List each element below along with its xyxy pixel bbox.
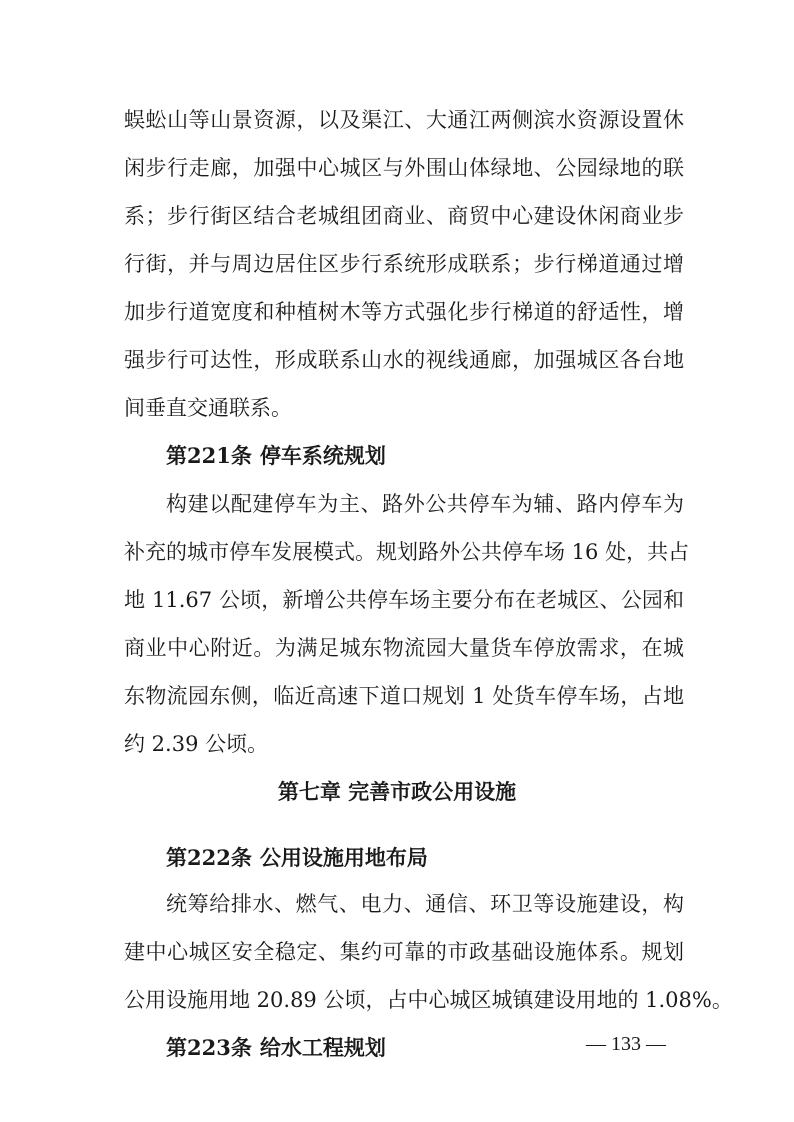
chapter-7-title: 完善市政公用设施: [348, 780, 517, 804]
article-221-title: 停车系统规划: [259, 443, 386, 468]
article-223-number: 第223条: [166, 1035, 252, 1060]
chapter-7-heading: [0, 780, 794, 804]
para1-line-2: 闲步行走廊，加强中心城区与外围山体绿地、公园绿地的联: [124, 156, 684, 180]
para1-line-6: 强步行可达性，形成联系山水的视线通廊，加强城区各台地: [124, 348, 684, 372]
para1-line-7: 间垂直交通联系。: [124, 396, 292, 420]
article-221-line-4: 商业中心附近。为满足城东物流园大量货车停放需求，在城: [124, 636, 684, 660]
para1-line-4: 行街，并与周边居住区步行系统形成联系；步行梯道通过增: [124, 252, 684, 276]
article-223-title: 给水工程规划: [259, 1035, 386, 1060]
article-221-line-1: 构建以配建停车为主、路外公共停车为辅、路内停车为: [166, 492, 684, 516]
page-number: — 133 —: [586, 1033, 666, 1055]
article-223-heading: [166, 1036, 386, 1060]
article-222-line-2: 建中心城区安全稳定、集约可靠的市政基础设施体系。规划: [124, 940, 684, 964]
para1-line-3: 系；步行街区结合老城组团商业、商贸中心建设休闲商业步: [124, 204, 684, 228]
article-221-line-5: 东物流园东侧，临近高速下道口规划 1 处货车停车场，占地: [124, 684, 684, 708]
article-222-title: 公用设施用地布局: [259, 845, 428, 870]
article-221-line-3: 地 11.67 公顷，新增公共停车场主要分布在老城区、公园和: [124, 588, 684, 612]
article-221-line-6: 约 2.39 公顷。: [124, 732, 269, 756]
article-222-line-3: 公用设施用地 20.89 公顷，占中心城区城镇建设用地的 1.08%。: [124, 988, 733, 1012]
article-222-number: 第222条: [166, 845, 252, 870]
article-222-heading: [166, 846, 428, 870]
article-221-number: 第221条: [166, 443, 252, 468]
para1-line-1: 蜈蚣山等山景资源，以及渠江、大通江两侧滨水资源设置休: [124, 108, 684, 132]
article-222-line-1: 统筹给排水、燃气、电力、通信、环卫等设施建设，构: [166, 892, 684, 916]
chapter-7-number: 第七章: [277, 780, 341, 804]
article-221-heading: [166, 444, 386, 468]
article-221-line-2: 补充的城市停车发展模式。规划路外公共停车场 16 处，共占: [124, 540, 690, 564]
para1-line-5: 加步行道宽度和种植树木等方式强化步行梯道的舒适性，增: [124, 300, 684, 324]
